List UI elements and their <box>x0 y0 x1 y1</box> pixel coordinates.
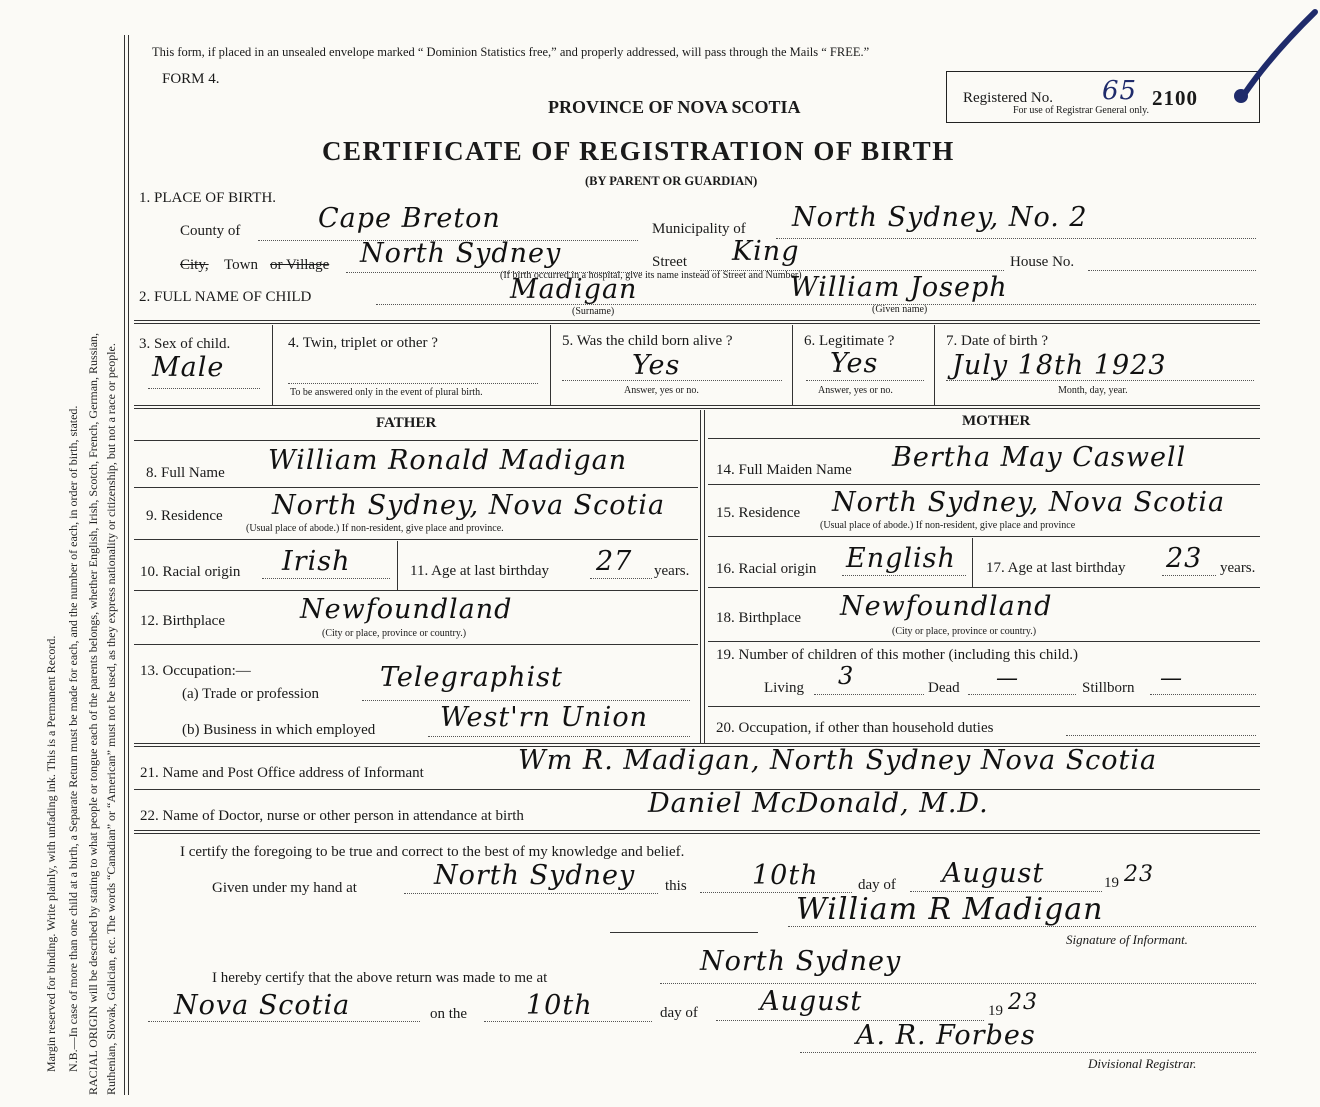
surname-note: (Surname) <box>572 306 615 317</box>
mother-residence-value: North Sydney, Nova Scotia <box>832 487 1226 518</box>
mother-residence-note: (Usual place of abode.) If non-resident, give place and province <box>820 520 1076 531</box>
mother-heading: MOTHER <box>962 413 1031 429</box>
certify-statement: I certify the foregoing to be true and correct to the best of my knowledge and belief. <box>180 844 685 860</box>
father-racial-origin-value: Irish <box>282 546 351 577</box>
village-label: or Village <box>270 257 330 273</box>
father-racial-origin-label: 10. Racial origin <box>140 564 241 580</box>
town-label: Town <box>224 257 258 273</box>
registrar-place-1: North Sydney <box>700 946 902 977</box>
born-alive-value: Yes <box>632 350 681 381</box>
father-name-label: 8. Full Name <box>146 465 225 481</box>
child-given-name: William Joseph <box>790 272 1008 303</box>
living-value: 3 <box>838 662 855 690</box>
registrar-day-of-label: day of <box>660 1005 698 1021</box>
margin-note-3: RACIAL ORIGIN will be described by stating to what people or tongue each of the parents belongs, whether English, Irish, Scotch, French, German, Russian, <box>86 332 100 1095</box>
legitimate-value: Yes <box>830 348 879 379</box>
mother-residence-label: 15. Residence <box>716 505 801 521</box>
trade-value: Telegraphist <box>380 662 563 693</box>
informant-label: 21. Name and Post Office address of Informant <box>140 765 424 781</box>
street-label: Street <box>652 254 687 270</box>
registered-label: Registered No. <box>963 90 1053 106</box>
informant-value: Wm R. Madigan, North Sydney Nova Scotia <box>518 745 1158 776</box>
sex-label: 3. Sex of child. <box>139 336 231 352</box>
children-count-label: 19. Number of children of this mother (including this child.) <box>716 647 1079 663</box>
mother-name-label: 14. Full Maiden Name <box>716 462 852 478</box>
registered-box <box>946 71 1260 123</box>
given-place-value: North Sydney <box>434 860 636 891</box>
twin-note: To be answered only in the event of plural birth. <box>290 387 483 398</box>
registrar-statement: I hereby certify that the above return was made to me at <box>212 970 548 986</box>
registered-number: 65 <box>1102 76 1138 106</box>
page-subtitle: (BY PARENT OR GUARDIAN) <box>585 174 758 188</box>
given-year-prefix: 19 <box>1104 875 1119 891</box>
margin-note-2: N.B.—In case of more than one child at a birth, a Separate Return must be made for each, and the number of each, in order of birth, stated. <box>66 405 80 1072</box>
given-name-note: (Given name) <box>872 304 928 315</box>
town-value: North Sydney <box>360 238 562 269</box>
mail-notice: This form, if placed in an unsealed envelope marked “ Dominion Statistics free,” and properly addressed, will pass through the Mails “ FREE.” <box>152 45 870 59</box>
mother-name-value: Bertha May Caswell <box>892 442 1187 473</box>
doctor-label: 22. Name of Doctor, nurse or other person in attendance at birth <box>140 808 524 824</box>
father-birthplace-label: 12. Birthplace <box>140 613 225 629</box>
informant-signature: William R Madigan <box>796 892 1104 927</box>
given-day-of-label: day of <box>858 877 896 893</box>
given-under-label: Given under my hand at <box>212 880 357 896</box>
county-value: Cape Breton <box>318 203 501 234</box>
mother-age-label: 17. Age at last birthday <box>986 560 1126 576</box>
father-birthplace-value: Newfoundland <box>300 594 513 625</box>
father-residence-note: (Usual place of abode.) If non-resident, give place and province. <box>246 523 504 534</box>
registered-printed: 2100 <box>1152 86 1198 110</box>
living-label: Living <box>764 680 804 696</box>
doctor-value: Daniel McDonald, M.D. <box>648 788 989 819</box>
father-occupation-label: 13. Occupation:— <box>140 663 251 679</box>
child-surname: Madigan <box>510 274 638 305</box>
father-age-label: 11. Age at last birthday <box>410 563 549 579</box>
province-title: PROVINCE OF NOVA SCOTIA <box>548 97 801 117</box>
this-label: this <box>665 878 687 894</box>
twin-label: 4. Twin, triplet or other ? <box>288 335 438 351</box>
house-number-label: House No. <box>1010 254 1075 270</box>
place-of-birth-label: 1. PLACE OF BIRTH. <box>139 190 277 206</box>
registrar-on-label: on the <box>430 1006 468 1022</box>
mother-birthplace-note: (City or place, province or country.) <box>892 626 1037 637</box>
father-years-label: years. <box>654 563 690 579</box>
form-number: FORM 4. <box>162 71 220 87</box>
registrar-signature-label: Divisional Registrar. <box>1088 1056 1197 1071</box>
mother-birthplace-value: Newfoundland <box>840 591 1053 622</box>
mother-racial-origin-label: 16. Racial origin <box>716 561 817 577</box>
born-alive-label: 5. Was the child born alive ? <box>562 333 733 349</box>
county-label: County of <box>180 223 241 239</box>
margin-note-4: Ruthenian, Slovak, Galician, etc. The words “Canadian” or “American” must not be used, as they express nationality or citizenship, but not a race or people. <box>104 343 118 1095</box>
father-residence-label: 9. Residence <box>146 508 223 524</box>
dead-label: Dead <box>928 680 960 696</box>
registrar-year-prefix: 19 <box>988 1003 1003 1019</box>
given-day-value: 10th <box>752 860 819 891</box>
business-label: (b) Business in which employed <box>182 722 376 738</box>
margin-note-1: Margin reserved for binding. Write plainly, with unfading ink. This is a Permanent Record. <box>44 635 58 1072</box>
ink-check-mark <box>1225 8 1320 108</box>
registrar-place-2: Nova Scotia <box>174 990 351 1021</box>
date-of-birth-label: 7. Date of birth ? <box>946 333 1049 349</box>
stillborn-label: Stillborn <box>1082 680 1135 696</box>
stillborn-value: — <box>1160 666 1183 691</box>
father-residence-value: North Sydney, Nova Scotia <box>272 490 666 521</box>
father-age-value: 27 <box>596 546 633 577</box>
date-of-birth-value: July 18th 1923 <box>952 350 1167 381</box>
dead-value: — <box>996 666 1019 691</box>
registrar-year-value: 23 <box>1008 990 1038 1015</box>
informant-signature-label: Signature of Informant. <box>1066 932 1188 947</box>
mother-birthplace-label: 18. Birthplace <box>716 610 801 626</box>
registrar-note: For use of Registrar General only. <box>1013 105 1149 116</box>
sex-value: Male <box>152 352 225 383</box>
date-of-birth-note: Month, day, year. <box>1058 385 1128 396</box>
mother-age-value: 23 <box>1166 543 1203 574</box>
legitimate-note: Answer, yes or no. <box>818 385 893 396</box>
hospital-note: (If birth occurred in a hospital, give its name instead of Street and Number) <box>500 270 802 281</box>
mother-years-label: years. <box>1220 560 1256 576</box>
business-value: West'rn Union <box>440 702 648 733</box>
city-label: City, <box>180 257 209 273</box>
registrar-signature: A. R. Forbes <box>856 1020 1036 1051</box>
father-name-value: William Ronald Madigan <box>268 445 628 476</box>
municipality-label: Municipality of <box>652 221 746 237</box>
registrar-day-value: 10th <box>526 990 593 1021</box>
trade-label: (a) Trade or profession <box>182 686 320 702</box>
mother-occupation-label: 20. Occupation, if other than household duties <box>716 720 994 736</box>
registrar-month-value: August <box>760 986 863 1017</box>
given-year-value: 23 <box>1124 862 1154 887</box>
father-heading: FATHER <box>376 415 437 431</box>
given-month-value: August <box>942 858 1045 889</box>
mother-racial-origin-value: English <box>846 543 956 574</box>
binding-rule <box>128 35 129 1095</box>
legitimate-label: 6. Legitimate ? <box>804 333 895 349</box>
child-name-label: 2. FULL NAME OF CHILD <box>139 289 312 305</box>
municipality-value: North Sydney, No. 2 <box>792 202 1088 233</box>
binding-rule <box>124 35 125 1095</box>
page-title: CERTIFICATE OF REGISTRATION OF BIRTH <box>322 136 955 166</box>
father-birthplace-note: (City or place, province or country.) <box>322 628 467 639</box>
born-alive-note: Answer, yes or no. <box>624 385 699 396</box>
street-value: King <box>732 236 800 267</box>
